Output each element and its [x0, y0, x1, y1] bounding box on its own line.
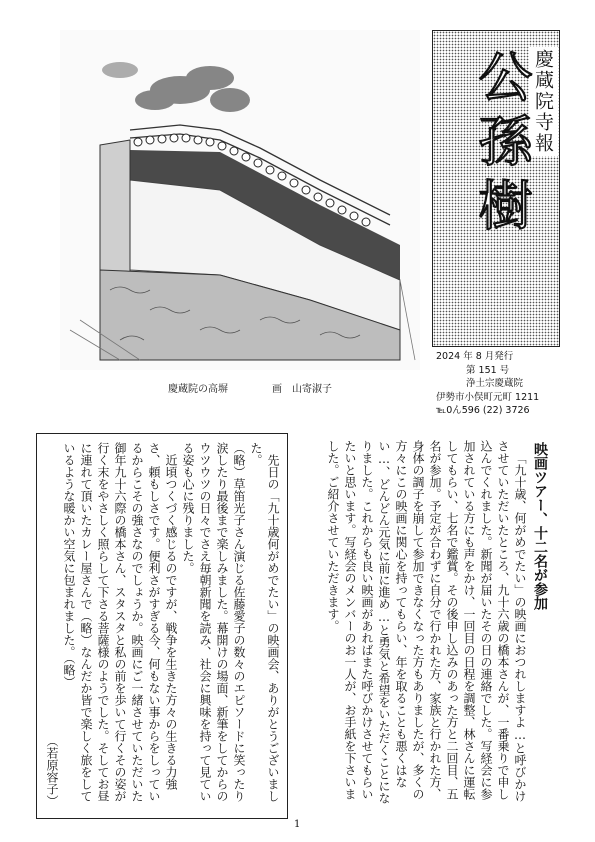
masthead — [432, 30, 560, 347]
letter-paragraph: （略）草笛光子さん演じる佐藤愛子の数々のエピソードに笑ったり涙したり最後まで楽しみました。幕開けの場面、新筆をしてからのウツウツの日々でさえ毎朝新聞を読み、社会に興味を持って見ている姿も心に残りました。 — [181, 442, 246, 802]
letter-signature: （若原容子） — [45, 735, 59, 807]
illustration-caption: 慶蔵院の高塀 — [168, 384, 228, 395]
letter-body — [43, 442, 281, 807]
address: 伊勢市小俣町元町 1211 — [436, 391, 540, 403]
article-title: 映画ツアー、十二名が参加 — [532, 442, 548, 610]
page-number: 1 — [294, 819, 301, 830]
phone: ℡0ん596 (22) 3726 — [436, 405, 530, 416]
publication-info — [436, 350, 539, 418]
letter-box — [36, 433, 288, 819]
wall-sketch-illustration — [60, 30, 420, 370]
publisher: 浄土宗慶蔵院 — [466, 378, 524, 389]
letter-paragraph: 近頃つくづく感じるのですが、戦争を生きた方々の生きる力強さ、頼もしさです。便利さがすぎる今、何もない事からをしっているからこその強さなのでしょうか。映画にご一緒させていただいた御年九十六際の橋本さん、スタスタと私の前を歩いて行くその姿が行く末をやさしく照らして下さる菩薩様のようでした。そしてお昼に連れて頂いたカレー屋さんで（略）なんだか皆で楽しく旅をしているような暖かい空気に包まれました。（略） — [62, 442, 178, 802]
letter-paragraph: 先日の「九十歳何がめでたい」の映画会、ありがとうございました。 — [249, 442, 280, 802]
article-paragraph: 「九十歳、何がめでたい」の映画におつれしますよ…と呼びかけさせていただいたところ、九十六歳の橋本さんが、一番乗りで申し込んでくれました。新聞が届いたその日の連絡でした。写経会に参加されている方にも声をかけ、一回目の日程を調整、林さんに運転してもらい、七名で鑑賞。その後申し込みのあった方と二回目、五名が参加。予定が合わずに自分で行かれた方、家族と行かれた方、身体の調子を崩して参加できなくなった方もありましたが、多くの方々にこの映画に関心を持ってもらい、年を取ることも悪くはない…、どんどん元気に前に進め…と勇気と希望をいただくことになりました。これからも良い映画があればまた呼びかけさせてもらいたいと思います。写経会のメンバーのお一人が、お手紙を下さいました。ご紹介させていただきます。 — [326, 440, 527, 804]
issue-number: 第 151 号 — [466, 364, 510, 376]
illustration-credit: 画 山寄淑子 — [272, 384, 332, 395]
article-body — [324, 440, 528, 810]
publication-date: 2024 年 8 月発行 — [436, 351, 514, 362]
temple-newsletter-label: 慶蔵院寺報 — [529, 47, 558, 156]
newsletter-title: 公孫樹 — [470, 49, 533, 241]
article — [300, 440, 554, 810]
